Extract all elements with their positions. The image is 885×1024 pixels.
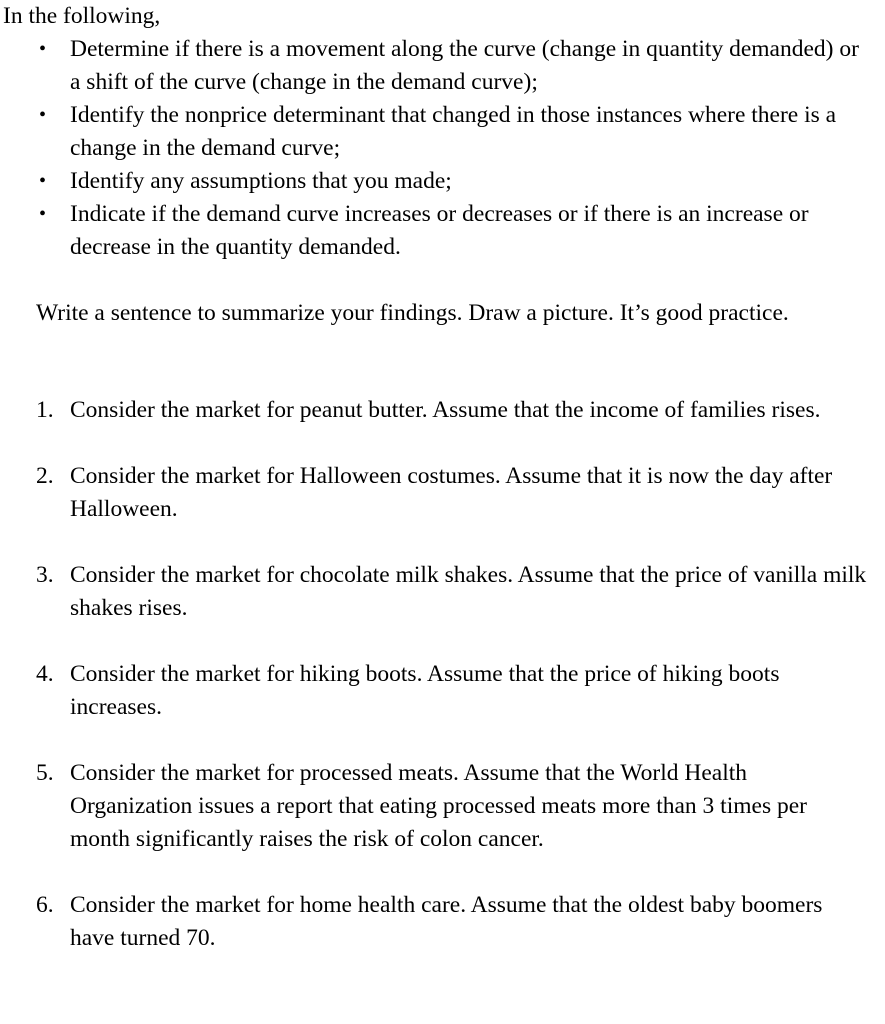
question-text: Consider the market for peanut butter. Assume that the income of families rises. — [70, 397, 821, 423]
bullet-icon: • — [39, 38, 47, 60]
question-number: 6. — [36, 892, 54, 918]
instruction-text: Identify the nonprice determinant that changed in those instances where there is a change in the demand curve; — [70, 102, 837, 161]
bullet-icon: • — [39, 203, 47, 225]
instruction-item — [3, 165, 871, 198]
summary-instruction: Write a sentence to summarize your findings. Draw a picture. It’s good practice. — [36, 300, 789, 326]
instruction-item — [3, 99, 871, 165]
question-item — [3, 394, 871, 427]
question-list — [3, 394, 871, 955]
question-item — [3, 559, 871, 625]
question-number: 3. — [36, 562, 54, 588]
question-number: 4. — [36, 661, 54, 687]
intro-text: In the following, — [3, 3, 161, 29]
bullet-icon: • — [39, 104, 47, 126]
instruction-text: Determine if there is a movement along the curve (change in quantity demanded) or a shift of the curve (change in the demand curve); — [70, 36, 859, 95]
question-item — [3, 460, 871, 526]
question-number: 2. — [36, 463, 54, 489]
instruction-text: Indicate if the demand curve increases or decreases or if there is an increase or decrease in the quantity demanded. — [70, 201, 809, 260]
question-text: Consider the market for processed meats. Assume that the World Health Organization issues a report that eating processed meats more than 3 times per month significantly raises the risk of colon cancer. — [70, 760, 807, 852]
instruction-item — [3, 33, 871, 99]
instruction-text: Identify any assumptions that you made; — [70, 168, 452, 194]
instruction-list — [3, 33, 871, 264]
instruction-item — [3, 198, 871, 264]
question-item — [3, 757, 871, 856]
question-text: Consider the market for hiking boots. Assume that the price of hiking boots increases. — [70, 661, 780, 720]
question-item — [3, 889, 871, 955]
bullet-icon: • — [39, 170, 47, 192]
question-number: 1. — [36, 397, 54, 423]
question-text: Consider the market for Halloween costumes. Assume that it is now the day after Halloween. — [70, 463, 833, 522]
question-number: 5. — [36, 760, 54, 786]
question-text: Consider the market for home health care. Assume that the oldest baby boomers have turned 70. — [70, 892, 823, 951]
question-item — [3, 658, 871, 724]
question-text: Consider the market for chocolate milk shakes. Assume that the price of vanilla milk shakes rises. — [70, 562, 867, 621]
